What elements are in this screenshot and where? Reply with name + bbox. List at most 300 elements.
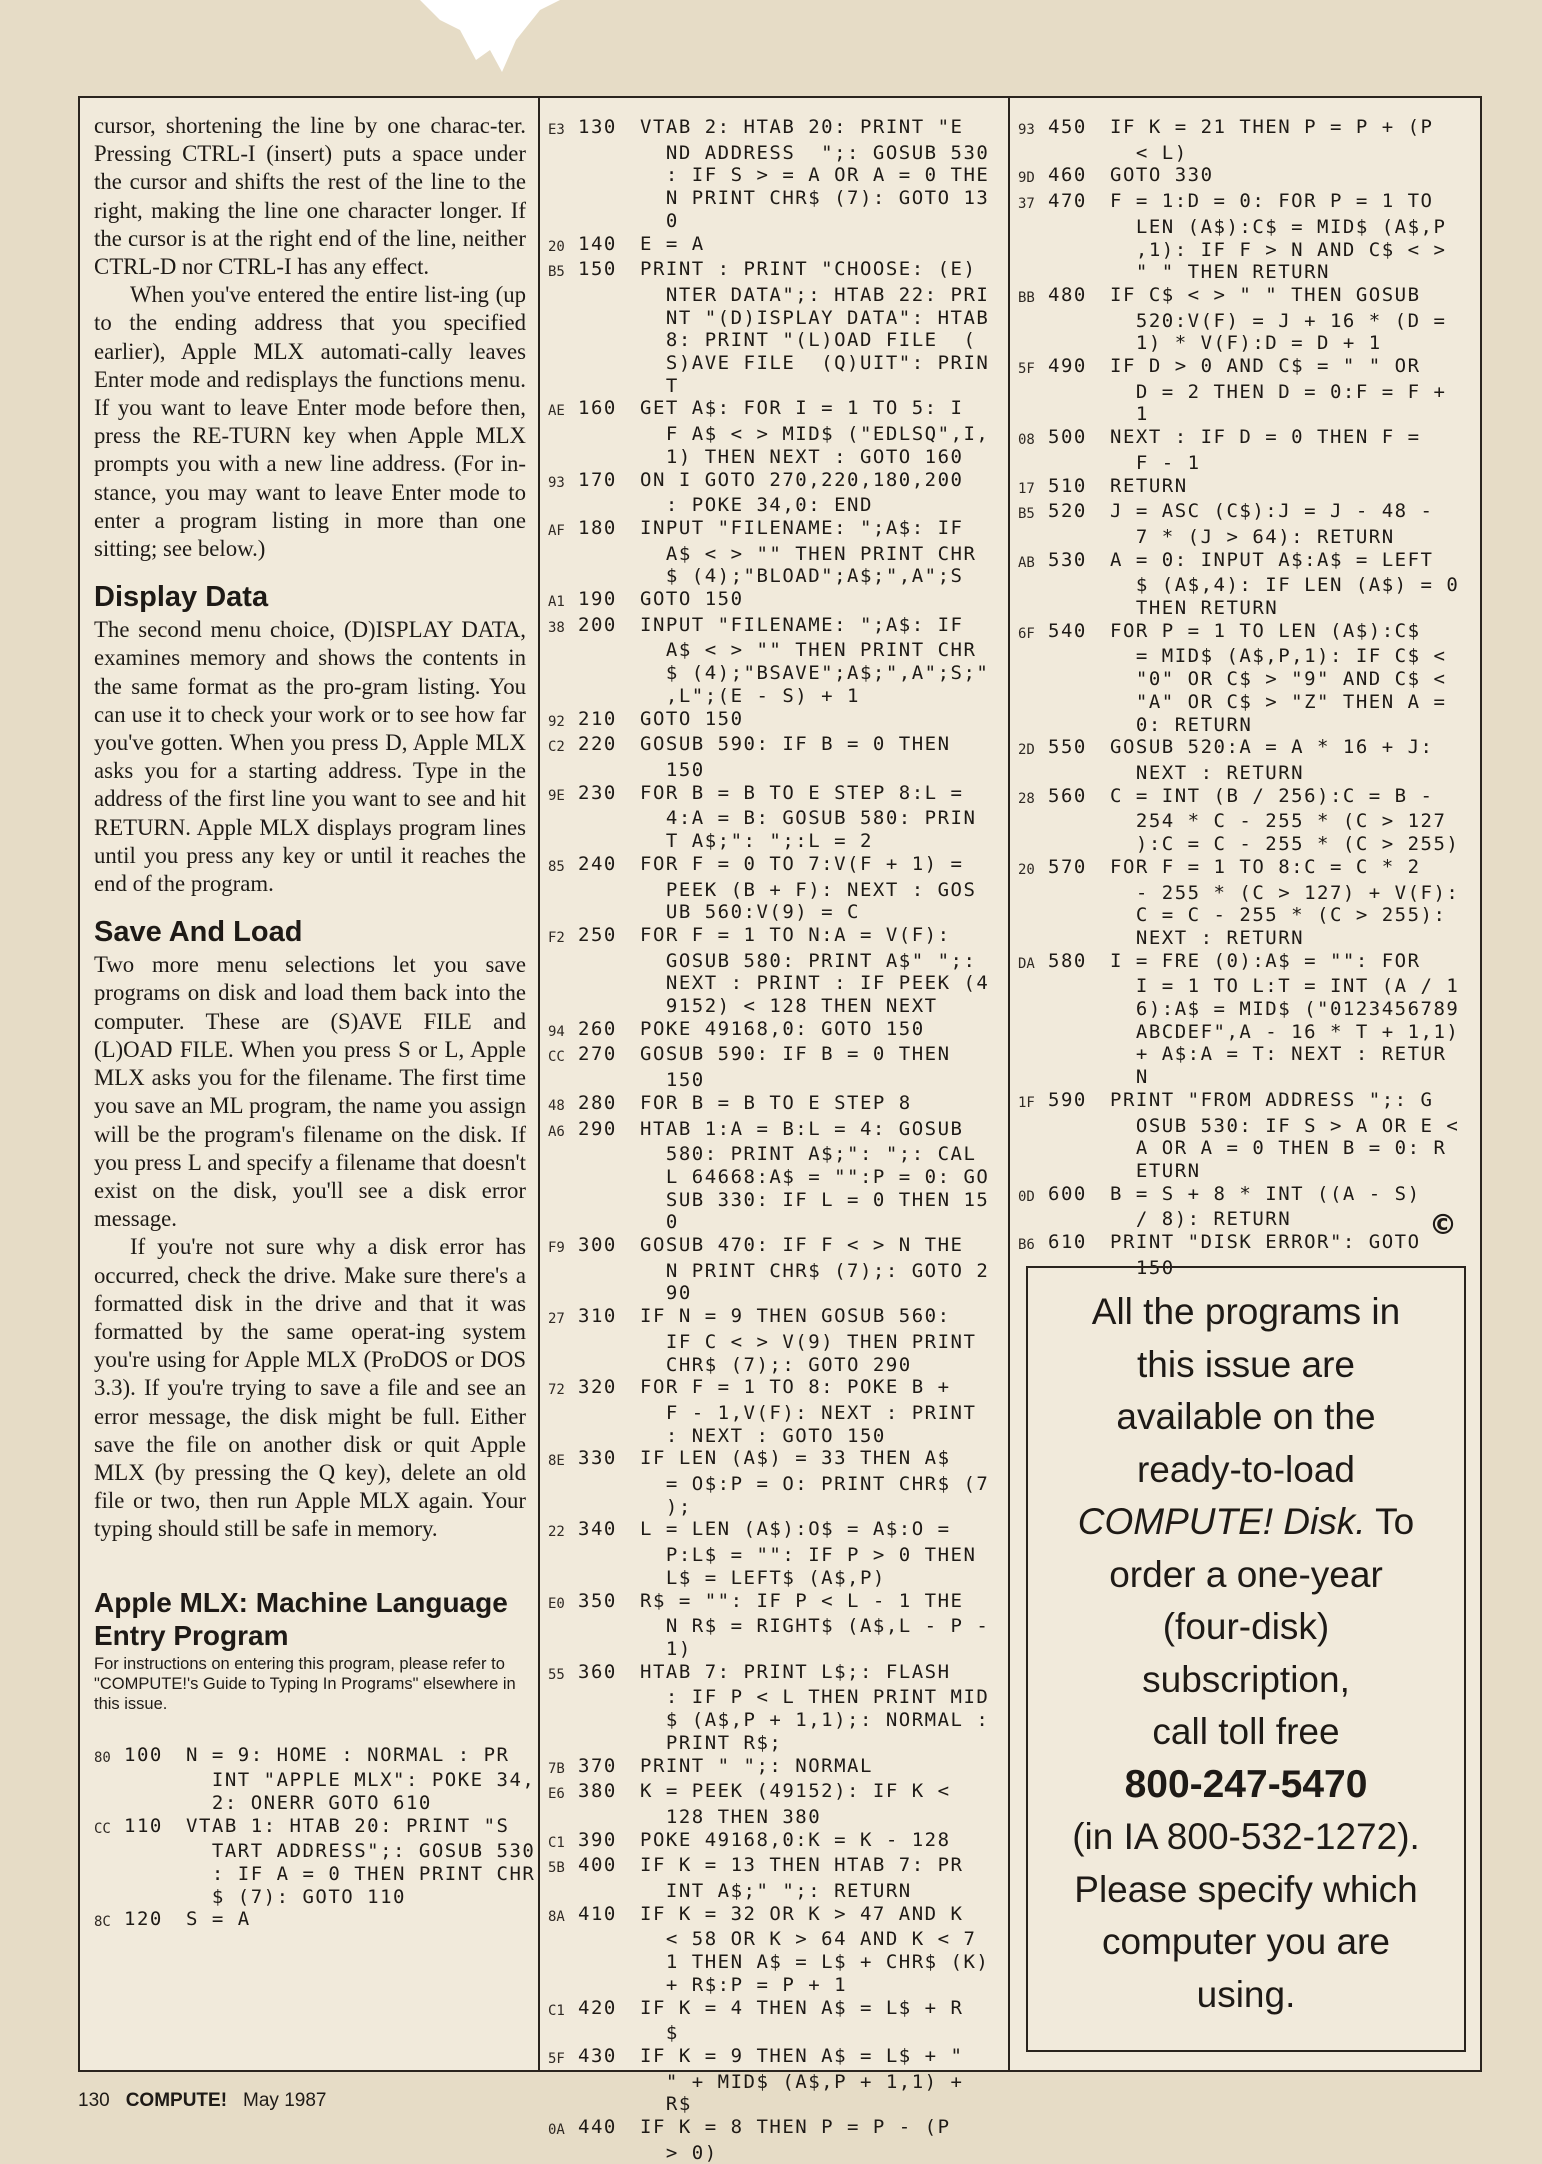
line-number: 120	[124, 1908, 163, 1931]
checksum	[1018, 216, 1048, 239]
code-text: 2: ONERR GOTO 610	[186, 1791, 432, 1814]
line-number	[578, 1974, 640, 1997]
code-text: NEXT : RETURN	[1110, 926, 1305, 949]
checksum: E0	[548, 1595, 565, 1612]
checksum	[548, 375, 578, 398]
promo-line: Please specify which	[1074, 1868, 1418, 1910]
line-number: 260	[578, 1017, 617, 1040]
promo-line: ready-to-load	[1136, 1448, 1355, 1490]
line-number	[1048, 714, 1110, 737]
code-line	[548, 375, 1002, 398]
checksum: 92	[548, 713, 565, 730]
checksum: A1	[548, 594, 565, 611]
code-text: + A$:A = T: NEXT : RETUR	[1110, 1043, 1447, 1066]
code-text: IF K = 8 THEN P = P - (P	[640, 2116, 951, 2139]
line-number: 400	[578, 1854, 617, 1877]
line-number	[578, 1732, 640, 1755]
line-number	[1048, 142, 1110, 165]
checksum	[1018, 810, 1048, 833]
code-line	[548, 995, 1002, 1018]
code-line	[1018, 261, 1474, 284]
code-line	[1018, 882, 1474, 905]
checksum	[548, 1638, 578, 1661]
code-text: $ (4);"BLOAD";A$;",A";S	[640, 565, 964, 588]
code-line	[548, 1260, 1002, 1283]
line-number: 540	[1048, 619, 1087, 642]
line-number	[578, 1686, 640, 1709]
code-line	[1018, 1043, 1474, 1066]
code-text: J = ASC (C$):J = J - 48 -	[1110, 500, 1434, 523]
code-text: : POKE 34,0: END	[640, 494, 873, 517]
line-number: 340	[578, 1518, 617, 1541]
code-line	[548, 1780, 1002, 1806]
code-line	[548, 142, 1002, 165]
line-number	[578, 879, 640, 902]
code-line	[548, 1638, 1002, 1661]
line-number	[124, 1840, 186, 1863]
checksum: 80	[94, 1749, 111, 1766]
line-number: 560	[1048, 784, 1087, 807]
code-column-2	[540, 98, 1010, 2164]
code-text: 0	[640, 1211, 679, 1234]
checksum	[548, 1496, 578, 1519]
line-number	[124, 1886, 186, 1909]
checksum	[1018, 904, 1048, 927]
code-line	[1018, 142, 1474, 165]
code-text: CHR$ (7);: GOTO 290	[640, 1353, 912, 1376]
checksum: B5	[548, 264, 565, 281]
code-text: 520:V(F) = J + 16 * (D =	[1110, 309, 1447, 332]
checksum	[548, 2022, 578, 2045]
code-text: $ (A$,P + 1,1);: NORMAL :	[640, 1709, 990, 1732]
checksum	[94, 1886, 124, 1909]
code-line	[548, 397, 1002, 423]
code-text: P:L$ = "": IF P > 0 THEN	[640, 1544, 977, 1567]
checksum	[548, 1282, 578, 1305]
checksum	[1018, 1043, 1048, 1066]
line-number	[578, 2022, 640, 2045]
code-line	[548, 1118, 1002, 1144]
checksum: 27	[548, 1311, 565, 1328]
code-text: ON I GOTO 270,220,180,200	[640, 468, 964, 491]
line-number	[578, 210, 640, 233]
line-number: 330	[578, 1447, 617, 1470]
line-number	[578, 446, 640, 469]
code-text: FOR F = 1 TO 8: POKE B +	[640, 1376, 951, 1399]
code-text: RETURN	[1110, 474, 1188, 497]
promo-line: All the programs in	[1091, 1291, 1401, 1332]
code-line	[548, 423, 1002, 446]
line-number	[1048, 216, 1110, 239]
code-line	[548, 1305, 1002, 1331]
code-text: T A$;": ";:L = 2	[640, 830, 873, 853]
line-number	[1048, 1021, 1110, 1044]
code-line	[548, 1092, 1002, 1118]
code-line	[548, 588, 1002, 614]
code-line	[548, 1496, 1002, 1519]
code-text: IF LEN (A$) = 33 THEN A$	[640, 1447, 951, 1470]
line-number	[1048, 810, 1110, 833]
checksum	[548, 830, 578, 853]
code-text: : IF S > = A OR A = 0 THE	[640, 164, 990, 187]
line-number	[1048, 998, 1110, 1021]
line-number	[1048, 1208, 1110, 1231]
checksum	[1018, 1021, 1048, 1044]
code-line	[1018, 1208, 1474, 1231]
line-number	[578, 1638, 640, 1661]
code-line	[548, 1686, 1002, 1709]
line-number	[578, 1544, 640, 1567]
line-number	[578, 565, 640, 588]
code-line	[548, 782, 1002, 808]
code-line	[1018, 714, 1474, 737]
line-number	[578, 1709, 640, 1732]
line-number	[1048, 882, 1110, 905]
code-line	[548, 1997, 1002, 2023]
line-number: 320	[578, 1376, 617, 1399]
code-text: PEEK (B + F): NEXT : GOS	[640, 878, 977, 901]
code-text: NEXT : RETURN	[1110, 761, 1305, 784]
code-text: IF C < > V(9) THEN PRINT	[640, 1330, 977, 1353]
line-number	[578, 284, 640, 307]
line-number: 240	[578, 852, 617, 875]
line-number	[578, 543, 640, 566]
code-line	[1018, 620, 1474, 646]
line-number	[124, 1863, 186, 1886]
code-line	[1018, 475, 1474, 501]
line-number: 150	[578, 258, 617, 281]
code-text: N R$ = RIGHT$ (A$,L - P -	[640, 1615, 990, 1638]
checksum	[548, 565, 578, 588]
checksum: CC	[548, 1049, 565, 1066]
code-line	[1018, 332, 1474, 355]
code-line	[548, 2022, 1002, 2045]
checksum	[1018, 1208, 1048, 1231]
line-number: 310	[578, 1305, 617, 1328]
code-line	[94, 1908, 526, 1934]
code-text: $ (7): GOTO 110	[186, 1885, 406, 1908]
checksum: E3	[548, 122, 565, 138]
code-line	[548, 1928, 1002, 1951]
line-number	[1048, 239, 1110, 262]
code-line	[548, 733, 1002, 759]
checksum	[548, 2142, 578, 2164]
line-number	[1048, 645, 1110, 668]
code-text: C = C - 255 * (C > 255):	[1110, 904, 1447, 927]
line-number	[578, 329, 640, 352]
code-text: 1)	[640, 1638, 692, 1660]
paragraph-display-data: The second menu choice, (D)ISPLAY DATA, examines memory and shows the contents in the same format as the pro-gram listing. You can use it to check your work or to see how far you've gotten. When you press D, Apple MLX asks you for a starting address. Type in the address of the first line you want to see and hit RETURN. Apple MLX displays program lines until you press any key or until it reaches the end of the program.	[94, 617, 526, 897]
code-line	[1018, 597, 1474, 620]
checksum	[1018, 403, 1048, 426]
code-text: 254 * C - 255 * (C > 127	[1110, 810, 1447, 833]
line-number: 530	[1048, 548, 1087, 571]
line-number: 380	[578, 1780, 617, 1803]
code-line	[548, 1590, 1002, 1616]
line-number	[578, 1567, 640, 1590]
code-text: " + MID$ (A$,P + 1,1) +	[640, 2070, 964, 2093]
code-line	[548, 879, 1002, 902]
code-line	[548, 1189, 1002, 1212]
checksum: 28	[1018, 790, 1035, 807]
checksum	[548, 494, 578, 517]
checksum	[1018, 597, 1048, 620]
line-number	[578, 1354, 640, 1377]
code-line	[1018, 426, 1474, 452]
code-line	[548, 662, 1002, 685]
line-number: 200	[578, 613, 617, 636]
checksum: 0A	[548, 2122, 565, 2139]
code-line	[548, 1974, 1002, 1997]
checksum	[94, 1863, 124, 1886]
line-number	[578, 1282, 640, 1305]
end-of-listing-mark: ©	[1429, 1208, 1457, 1241]
checksum: B5	[1018, 506, 1035, 523]
line-number: 160	[578, 397, 617, 420]
checksum: AB	[1018, 554, 1035, 571]
code-text: - 255 * (C > 127) + V(F):	[1110, 881, 1460, 904]
line-number	[578, 830, 640, 853]
checksum	[548, 1166, 578, 1189]
line-number	[578, 1880, 640, 1903]
code-line	[1018, 1183, 1474, 1209]
code-line	[548, 1402, 1002, 1425]
code-line	[94, 1815, 526, 1841]
code-line	[1018, 833, 1474, 856]
code-column-3	[1010, 98, 1480, 2070]
line-number	[1048, 927, 1110, 950]
checksum	[1018, 452, 1048, 475]
code-line	[548, 639, 1002, 662]
checksum	[94, 1840, 124, 1863]
code-text: FOR F = 1 TO N:A = V(F):	[640, 923, 951, 946]
checksum	[548, 950, 578, 973]
line-number: 270	[578, 1043, 617, 1066]
checksum	[548, 187, 578, 210]
code-text: A$ < > "" THEN PRINT CHR	[640, 639, 977, 662]
line-number	[1048, 762, 1110, 785]
code-line	[548, 1806, 1002, 1829]
line-number: 550	[1048, 736, 1087, 759]
code-text: S = A	[186, 1908, 251, 1931]
code-line	[1018, 526, 1474, 549]
checksum	[548, 1974, 578, 1997]
line-number: 230	[578, 781, 617, 804]
code-line	[1018, 452, 1474, 475]
code-line	[548, 853, 1002, 879]
code-line	[548, 307, 1002, 330]
line-number: 370	[578, 1754, 617, 1777]
checksum: AF	[548, 522, 565, 539]
code-line	[548, 1018, 1002, 1044]
page-footer	[78, 2090, 326, 2112]
code-line	[548, 233, 1002, 259]
code-line	[548, 1331, 1002, 1354]
checksum: A6	[548, 1123, 565, 1140]
code-text: S)AVE FILE (Q)UIT": PRIN	[640, 352, 990, 375]
code-line	[94, 1769, 536, 1792]
checksum: 55	[548, 1666, 565, 1683]
checksum	[1018, 526, 1048, 549]
code-text: A = 0: INPUT A$:A$ = LEFT	[1110, 548, 1434, 571]
code-line	[548, 2142, 1002, 2164]
checksum	[548, 995, 578, 1018]
code-text: / 8): RETURN	[1110, 1208, 1292, 1231]
code-line	[548, 1234, 1002, 1260]
code-line	[548, 210, 1002, 233]
checksum	[548, 210, 578, 233]
line-number	[578, 2071, 640, 2094]
code-line	[1018, 785, 1474, 811]
program-note: For instructions on entering this program, please refer to "COMPUTE!'s Guide to Typing In Programs" elsewhere in this issue.	[94, 1654, 516, 1713]
checksum: 08	[1018, 432, 1035, 449]
code-text: A$ < > "" THEN PRINT CHR	[640, 542, 977, 565]
code-line	[548, 1473, 1002, 1496]
line-number	[578, 1211, 640, 1234]
code-line	[548, 1544, 1002, 1567]
line-number: 490	[1048, 355, 1087, 378]
code-text: F = 1:D = 0: FOR P = 1 TO	[1110, 190, 1434, 213]
code-line	[1018, 691, 1474, 714]
code-text: 1) * V(F):D = D + 1	[1110, 332, 1382, 355]
checksum: DA	[1018, 955, 1035, 972]
code-text: LEN (A$):C$ = MID$ (A$,P	[1110, 215, 1447, 238]
code-text: R$	[640, 2093, 692, 2116]
checksum: C1	[548, 2002, 565, 2019]
checksum	[548, 164, 578, 187]
code-text: ,1): IF F > N AND C$ < >	[1110, 238, 1447, 261]
checksum	[548, 446, 578, 469]
line-number: 430	[578, 2044, 617, 2067]
checksum	[548, 1806, 578, 1829]
checksum	[548, 1354, 578, 1377]
line-number: 520	[1048, 500, 1087, 523]
code-line	[1018, 810, 1474, 833]
line-number	[578, 2142, 640, 2164]
line-number	[1048, 1066, 1110, 1089]
code-line	[1018, 381, 1474, 404]
checksum	[548, 879, 578, 902]
line-number: 100	[124, 1743, 163, 1766]
code-text: L 64668:A$ = "":P = 0: GO	[640, 1165, 990, 1188]
line-number: 140	[578, 232, 617, 255]
checksum: B6	[1018, 1237, 1035, 1254]
line-number	[1048, 574, 1110, 597]
code-line	[548, 352, 1002, 375]
line-number: 350	[578, 1589, 617, 1612]
code-text: GOSUB 470: IF F < > N THE	[640, 1234, 964, 1257]
code-text: IF K = 32 OR K > 47 AND K	[640, 1902, 964, 1925]
checksum	[548, 1686, 578, 1709]
checksum	[1018, 691, 1048, 714]
code-text: ABCDEF",A - 16 * T + 1,1)	[1110, 1020, 1460, 1043]
checksum	[548, 901, 578, 924]
promo-phone: 800-247-5470	[1124, 1762, 1368, 1806]
line-number	[1048, 1115, 1110, 1138]
text-column	[80, 98, 540, 2070]
checksum	[548, 1928, 578, 1951]
checksum	[548, 1709, 578, 1732]
code-text: VTAB 2: HTAB 20: PRINT "E	[640, 116, 964, 138]
line-number	[1048, 403, 1110, 426]
code-text: GOSUB 590: IF B = 0 THEN	[640, 733, 951, 756]
code-line	[1018, 403, 1474, 426]
line-number	[578, 375, 640, 398]
line-number	[1048, 1137, 1110, 1160]
code-line	[548, 1447, 1002, 1473]
code-text: "A" OR C$ > "Z" THEN A =	[1110, 690, 1447, 713]
checksum	[1018, 1160, 1048, 1183]
code-text: UB 560:V(9) = C	[640, 901, 860, 924]
checksum	[1018, 1137, 1048, 1160]
checksum	[548, 1615, 578, 1638]
code-text: GOSUB 520:A = A * 16 + J:	[1110, 736, 1434, 759]
issue-date: May 1987	[243, 2090, 327, 2111]
line-number: 510	[1048, 474, 1087, 497]
code-text: POKE 49168,0: GOTO 150	[640, 1017, 925, 1040]
line-number	[578, 1615, 640, 1638]
code-line	[548, 1354, 1002, 1377]
code-line	[548, 1567, 1002, 1590]
code-text: $ (A$,4): IF LEN (A$) = 0	[1110, 574, 1460, 597]
code-line	[548, 924, 1002, 950]
code-line	[548, 1880, 1002, 1903]
code-text: B = S + 8 * INT ((A - S)	[1110, 1182, 1421, 1205]
code-text: T	[640, 374, 679, 397]
line-number: 190	[578, 588, 617, 611]
checksum: 8A	[548, 1908, 565, 1925]
line-number: 420	[578, 1996, 617, 2019]
line-number	[1048, 526, 1110, 549]
line-number	[1048, 1160, 1110, 1183]
code-line	[94, 1886, 526, 1909]
code-line	[1018, 116, 1474, 142]
code-text: NEXT : IF D = 0 THEN F =	[1110, 426, 1421, 449]
code-line	[548, 1661, 1002, 1687]
checksum	[548, 1544, 578, 1567]
checksum	[548, 1402, 578, 1425]
line-number	[578, 423, 640, 446]
code-line	[548, 972, 1002, 995]
code-line	[1018, 904, 1474, 927]
checksum: 5F	[548, 2050, 565, 2067]
line-number: 450	[1048, 116, 1087, 138]
line-number	[578, 352, 640, 375]
code-line	[548, 830, 1002, 853]
code-text: OSUB 530: IF S > A OR E <	[1110, 1114, 1460, 1137]
code-line	[548, 1951, 1002, 1974]
line-number: 220	[578, 733, 617, 756]
code-text: = MID$ (A$,P,1): IF C$ <	[1110, 645, 1447, 668]
checksum: 48	[548, 1097, 565, 1114]
code-line	[548, 614, 1002, 640]
line-number	[578, 662, 640, 685]
checksum: 17	[1018, 480, 1035, 497]
checksum	[548, 307, 578, 330]
code-text: F - 1	[1110, 451, 1201, 474]
code-line	[548, 1903, 1002, 1929]
checksum	[548, 284, 578, 307]
code-text: 90	[640, 1282, 692, 1305]
code-line	[1018, 645, 1474, 668]
checksum	[1018, 261, 1048, 284]
code-text: POKE 49168,0:K = K - 128	[640, 1828, 951, 1851]
checksum	[1018, 1115, 1048, 1138]
checksum	[548, 662, 578, 685]
paragraph-cursor: cursor, shortening the line by one charac-ter. Pressing CTRL-I (insert) puts a space under the cursor and shifts the rest of the line to the right, making the line one character longer. If the cursor is at the right end of the line, neither CTRL-D nor CTRL-I has any effect.	[94, 113, 526, 280]
code-text: 128 THEN 380	[640, 1805, 822, 1828]
code-line	[94, 1792, 526, 1815]
